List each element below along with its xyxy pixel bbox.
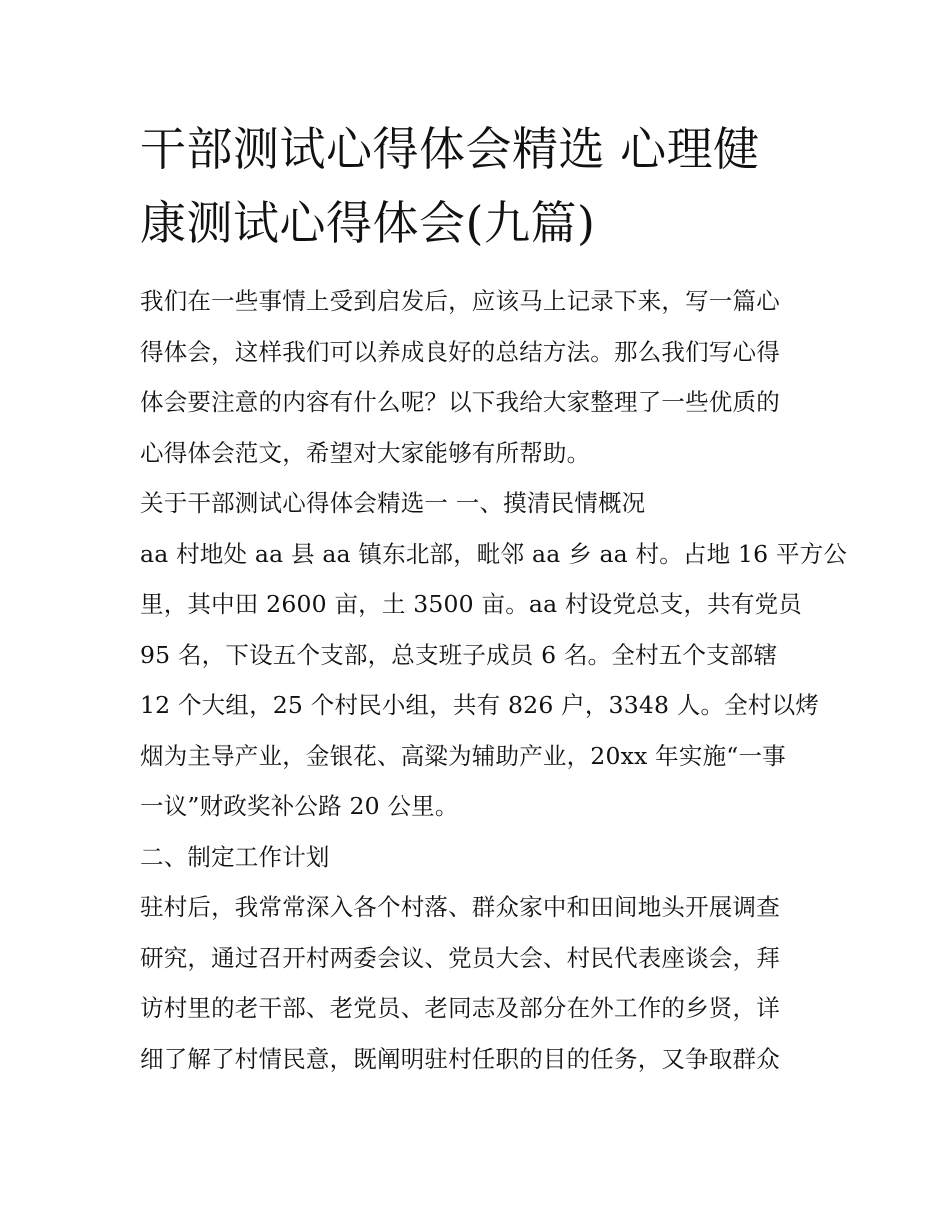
text-line: 访村里的老干部、老党员、老同志及部分在外工作的乡贤，详 [140,994,780,1022]
text-line: 心得体会范文，希望对大家能够有所帮助。 [140,438,591,467]
text-line: 二、制定工作计划 [140,842,330,871]
text-line: 驻村后，我常常深入各个村落、群众家中和田间地头开展调查 [140,893,780,921]
document-body [140,112,848,1084]
document-title [140,112,815,260]
text-line: 一议”财政奖补公路 20 公里。 [140,792,459,820]
text-line: 里，其中田 2600 亩，土 3500 亩。aa 村设党总支，共有党员 [140,590,802,618]
text-line: 12 个大组，25 个村民小组，共有 826 户，3348 人。全村以烤 [140,691,820,719]
section-heading-paragraph [140,478,815,529]
title-spacing [140,260,815,276]
text-line: 烟为主导产业，金银花、高粱为辅助产业，20xx 年实施“一事 [140,741,786,770]
intro-paragraph [140,276,815,478]
text-line: 95 名，下设五个支部，总支班子成员 6 名。全村五个支部辖 [140,640,778,669]
work-plan-paragraph [140,882,815,1084]
subheading-paragraph [140,832,815,883]
text-line: 得体会，这样我们可以养成良好的总结方法。那么我们写心得 [140,337,780,366]
text-line: 关于干部测试心得体会精选一 一、摸清民情概况 [140,489,646,517]
title-line: 干部测试心得体会精选 心理健 [140,122,760,176]
text-line: 细了解了村情民意，既阐明驻村任职的目的任务，又争取群众 [140,1044,780,1073]
village-overview-paragraph [140,529,848,832]
text-line: 体会要注意的内容有什么呢？以下我给大家整理了一些优质的 [140,388,780,416]
text-line: 研究，通过召开村两委会议、党员大会、村民代表座谈会，拜 [140,943,780,972]
text-line: 我们在一些事情上受到启发后，应该马上记录下来，写一篇心 [140,287,780,315]
text-line: aa 村地处 aa 县 aa 镇东北部，毗邻 aa 乡 aa 村。占地 16 平方公 [140,539,848,568]
title-line: 康测试心得体会(九篇) [140,196,596,250]
